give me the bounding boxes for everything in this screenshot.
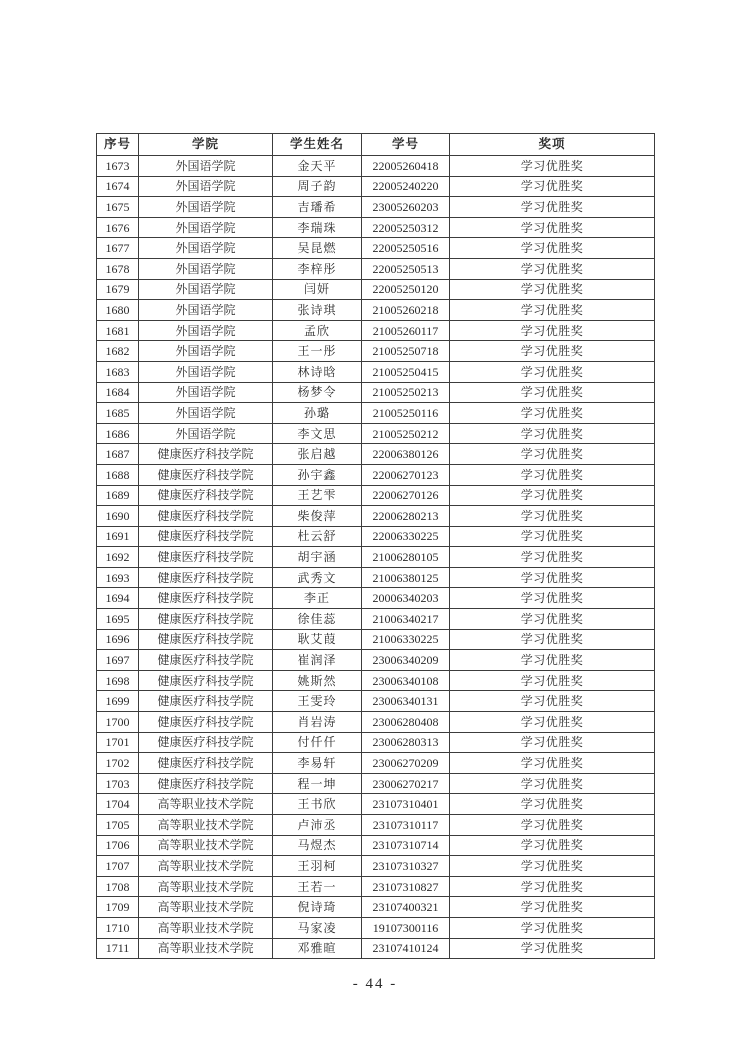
- table-cell: 高等职业技术学院: [139, 876, 273, 897]
- table-cell: 22006380126: [362, 444, 450, 465]
- table-cell: 1699: [97, 691, 139, 712]
- table-cell: 1682: [97, 341, 139, 362]
- table-cell: 李梓彤: [273, 258, 362, 279]
- table-cell: 1696: [97, 629, 139, 650]
- table-cell: 姚斯然: [273, 670, 362, 691]
- table-cell: 学习优胜奖: [450, 423, 655, 444]
- table-cell: 1675: [97, 197, 139, 218]
- table-cell: 学习优胜奖: [450, 650, 655, 671]
- table-cell: 学习优胜奖: [450, 279, 655, 300]
- table-cell: 学习优胜奖: [450, 156, 655, 177]
- table-cell: 22006280213: [362, 506, 450, 527]
- table-cell: 学习优胜奖: [450, 547, 655, 568]
- table-cell: 高等职业技术学院: [139, 917, 273, 938]
- table-cell: 学习优胜奖: [450, 382, 655, 403]
- table-cell: 健康医疗科技学院: [139, 753, 273, 774]
- table-cell: 倪诗琦: [273, 897, 362, 918]
- table-cell: 卢沛丞: [273, 815, 362, 836]
- table-cell: 学习优胜奖: [450, 876, 655, 897]
- table-cell: 学习优胜奖: [450, 897, 655, 918]
- table-row: [97, 217, 655, 238]
- table-cell: 1681: [97, 320, 139, 341]
- table-row: [97, 938, 655, 959]
- table-cell: 健康医疗科技学院: [139, 547, 273, 568]
- table-cell: 1679: [97, 279, 139, 300]
- table-row: [97, 856, 655, 877]
- table-cell: 学习优胜奖: [450, 403, 655, 424]
- table-cell: 学习优胜奖: [450, 361, 655, 382]
- table-cell: 健康医疗科技学院: [139, 629, 273, 650]
- table-cell: 学习优胜奖: [450, 773, 655, 794]
- table-cell: 李瑞珠: [273, 217, 362, 238]
- table-cell: 学习优胜奖: [450, 238, 655, 259]
- table-row: [97, 712, 655, 733]
- table-cell: 健康医疗科技学院: [139, 444, 273, 465]
- table-cell: 外国语学院: [139, 300, 273, 321]
- table-cell: 王书欣: [273, 794, 362, 815]
- table-cell: 21005260218: [362, 300, 450, 321]
- table-cell: 23107310117: [362, 815, 450, 836]
- table-row: [97, 650, 655, 671]
- table-row: [97, 176, 655, 197]
- table-cell: 学习优胜奖: [450, 588, 655, 609]
- table-cell: 崔润泽: [273, 650, 362, 671]
- table-row: [97, 773, 655, 794]
- table-cell: 学习优胜奖: [450, 856, 655, 877]
- table-cell: 1707: [97, 856, 139, 877]
- table-cell: 耿艾葭: [273, 629, 362, 650]
- table-cell: 学习优胜奖: [450, 320, 655, 341]
- table-cell: 学习优胜奖: [450, 917, 655, 938]
- table-cell: 1677: [97, 238, 139, 259]
- table-cell: 21006280105: [362, 547, 450, 568]
- table-cell: 1693: [97, 567, 139, 588]
- table-cell: 学习优胜奖: [450, 464, 655, 485]
- table-cell: 1701: [97, 732, 139, 753]
- page-number: - 44 -: [352, 976, 398, 992]
- table-cell: 1684: [97, 382, 139, 403]
- table-cell: 外国语学院: [139, 279, 273, 300]
- table-row: [97, 279, 655, 300]
- table-cell: 1691: [97, 526, 139, 547]
- table-cell: 23006340131: [362, 691, 450, 712]
- table-cell: 1705: [97, 815, 139, 836]
- table-cell: 吉璠希: [273, 197, 362, 218]
- table-cell: 外国语学院: [139, 238, 273, 259]
- table-cell: 外国语学院: [139, 361, 273, 382]
- table-cell: 肖岩涛: [273, 712, 362, 733]
- table-cell: 徐佳蕊: [273, 609, 362, 630]
- table-cell: 19107300116: [362, 917, 450, 938]
- table-cell: 22005260418: [362, 156, 450, 177]
- table-cell: 1676: [97, 217, 139, 238]
- table-cell: 21005250116: [362, 403, 450, 424]
- table-cell: 健康医疗科技学院: [139, 773, 273, 794]
- table-cell: 1689: [97, 485, 139, 506]
- table-cell: 23006270217: [362, 773, 450, 794]
- table-row: [97, 258, 655, 279]
- table-cell: 21005250212: [362, 423, 450, 444]
- table-cell: 孟欣: [273, 320, 362, 341]
- table-cell: 王羽柯: [273, 856, 362, 877]
- table-cell: 高等职业技术学院: [139, 938, 273, 959]
- table-cell: 王若一: [273, 876, 362, 897]
- table-cell: 外国语学院: [139, 320, 273, 341]
- table-cell: 21005250415: [362, 361, 450, 382]
- table-cell: 22006270123: [362, 464, 450, 485]
- table-cell: 李文思: [273, 423, 362, 444]
- table-cell: 22005250516: [362, 238, 450, 259]
- table-cell: 健康医疗科技学院: [139, 567, 273, 588]
- table-cell: 1690: [97, 506, 139, 527]
- table-cell: 外国语学院: [139, 341, 273, 362]
- table-row: [97, 197, 655, 218]
- table-row: [97, 341, 655, 362]
- table-cell: 张启越: [273, 444, 362, 465]
- table-cell: 21005250213: [362, 382, 450, 403]
- table-cell: 21006330225: [362, 629, 450, 650]
- table-cell: 学习优胜奖: [450, 794, 655, 815]
- table-cell: 健康医疗科技学院: [139, 691, 273, 712]
- table-row: [97, 670, 655, 691]
- table-cell: 1711: [97, 938, 139, 959]
- table-cell: 学习优胜奖: [450, 835, 655, 856]
- table-cell: 学习优胜奖: [450, 815, 655, 836]
- table-row: [97, 815, 655, 836]
- table-cell: 1678: [97, 258, 139, 279]
- table-cell: 付仟仟: [273, 732, 362, 753]
- table-cell: 外国语学院: [139, 403, 273, 424]
- table-cell: 外国语学院: [139, 382, 273, 403]
- table-cell: 健康医疗科技学院: [139, 650, 273, 671]
- table-cell: 学习优胜奖: [450, 197, 655, 218]
- table-row: [97, 835, 655, 856]
- table-cell: 外国语学院: [139, 217, 273, 238]
- table-row: [97, 526, 655, 547]
- table-row: [97, 238, 655, 259]
- table-cell: 1698: [97, 670, 139, 691]
- table-cell: 学习优胜奖: [450, 300, 655, 321]
- table-cell: 李正: [273, 588, 362, 609]
- table-cell: 21005260117: [362, 320, 450, 341]
- table-row: [97, 876, 655, 897]
- column-header: 学生姓名: [273, 134, 362, 156]
- table-cell: 1709: [97, 897, 139, 918]
- table-cell: 23107400321: [362, 897, 450, 918]
- table-cell: 23107310714: [362, 835, 450, 856]
- table-cell: 健康医疗科技学院: [139, 588, 273, 609]
- table-cell: 高等职业技术学院: [139, 794, 273, 815]
- table-row: [97, 156, 655, 177]
- table-cell: 1702: [97, 753, 139, 774]
- table-cell: 23006280408: [362, 712, 450, 733]
- table-cell: 学习优胜奖: [450, 506, 655, 527]
- table-cell: 学习优胜奖: [450, 176, 655, 197]
- table-cell: 金天平: [273, 156, 362, 177]
- table-cell: 1700: [97, 712, 139, 733]
- table-cell: 学习优胜奖: [450, 753, 655, 774]
- table-cell: 22005250312: [362, 217, 450, 238]
- table-cell: 1685: [97, 403, 139, 424]
- table-cell: 李易轩: [273, 753, 362, 774]
- table-cell: 1694: [97, 588, 139, 609]
- column-header: 学号: [362, 134, 450, 156]
- table-cell: 1683: [97, 361, 139, 382]
- table-cell: 程一坤: [273, 773, 362, 794]
- table-cell: 张诗琪: [273, 300, 362, 321]
- table-cell: 周子韵: [273, 176, 362, 197]
- table-row: [97, 361, 655, 382]
- table-cell: 22005240220: [362, 176, 450, 197]
- table-cell: 1695: [97, 609, 139, 630]
- table-cell: 林诗晗: [273, 361, 362, 382]
- table-cell: 学习优胜奖: [450, 341, 655, 362]
- table-cell: 23107310327: [362, 856, 450, 877]
- table-cell: 健康医疗科技学院: [139, 732, 273, 753]
- table-cell: 学习优胜奖: [450, 609, 655, 630]
- table-cell: 学习优胜奖: [450, 732, 655, 753]
- table-cell: 21006340217: [362, 609, 450, 630]
- table-cell: 23107310827: [362, 876, 450, 897]
- table-cell: 孙宇鑫: [273, 464, 362, 485]
- table-row: [97, 609, 655, 630]
- table-cell: 学习优胜奖: [450, 712, 655, 733]
- table-row: [97, 382, 655, 403]
- table-row: [97, 547, 655, 568]
- table-cell: 学习优胜奖: [450, 938, 655, 959]
- table-row: [97, 403, 655, 424]
- table-cell: 王艺雫: [273, 485, 362, 506]
- table-row: [97, 320, 655, 341]
- table-cell: 1686: [97, 423, 139, 444]
- table-cell: 22005250120: [362, 279, 450, 300]
- table-cell: 20006340203: [362, 588, 450, 609]
- table-cell: 23006340209: [362, 650, 450, 671]
- table-cell: 学习优胜奖: [450, 485, 655, 506]
- table-row: [97, 506, 655, 527]
- table-row: [97, 300, 655, 321]
- table-cell: 杨梦令: [273, 382, 362, 403]
- table-cell: 柴俊萍: [273, 506, 362, 527]
- table-cell: 杜云舒: [273, 526, 362, 547]
- table-cell: 健康医疗科技学院: [139, 506, 273, 527]
- table-cell: 健康医疗科技学院: [139, 670, 273, 691]
- table-cell: 王一彤: [273, 341, 362, 362]
- table-row: [97, 464, 655, 485]
- table-cell: 健康医疗科技学院: [139, 609, 273, 630]
- table-cell: 22005250513: [362, 258, 450, 279]
- table-cell: 孙璐: [273, 403, 362, 424]
- table-cell: 高等职业技术学院: [139, 835, 273, 856]
- table-cell: 健康医疗科技学院: [139, 464, 273, 485]
- table-cell: 学习优胜奖: [450, 691, 655, 712]
- table-row: [97, 917, 655, 938]
- table-cell: 学习优胜奖: [450, 567, 655, 588]
- table-cell: 1710: [97, 917, 139, 938]
- table-cell: 高等职业技术学院: [139, 897, 273, 918]
- table-cell: 外国语学院: [139, 197, 273, 218]
- table-cell: 23006280313: [362, 732, 450, 753]
- table-cell: 1680: [97, 300, 139, 321]
- table-cell: 吴昆燃: [273, 238, 362, 259]
- table-cell: 健康医疗科技学院: [139, 712, 273, 733]
- table-cell: 高等职业技术学院: [139, 856, 273, 877]
- table-row: [97, 732, 655, 753]
- table-cell: 1688: [97, 464, 139, 485]
- table-cell: 23107310401: [362, 794, 450, 815]
- table-cell: 外国语学院: [139, 258, 273, 279]
- table-cell: 健康医疗科技学院: [139, 485, 273, 506]
- table-row: [97, 444, 655, 465]
- table-cell: 1697: [97, 650, 139, 671]
- table-body: [97, 156, 655, 959]
- table-cell: 23005260203: [362, 197, 450, 218]
- table-cell: 马家凌: [273, 917, 362, 938]
- table-cell: 学习优胜奖: [450, 444, 655, 465]
- table-cell: 22006330225: [362, 526, 450, 547]
- table-cell: 1674: [97, 176, 139, 197]
- table-row: [97, 629, 655, 650]
- table-cell: 学习优胜奖: [450, 629, 655, 650]
- table-cell: 1703: [97, 773, 139, 794]
- table-row: [97, 423, 655, 444]
- table-row: [97, 794, 655, 815]
- table-cell: 1692: [97, 547, 139, 568]
- table-cell: 1673: [97, 156, 139, 177]
- column-header: 学院: [139, 134, 273, 156]
- table-cell: 外国语学院: [139, 156, 273, 177]
- table-cell: 学习优胜奖: [450, 258, 655, 279]
- table-cell: 闫妍: [273, 279, 362, 300]
- table-cell: 王雯玲: [273, 691, 362, 712]
- table-cell: 马煜杰: [273, 835, 362, 856]
- table-row: [97, 567, 655, 588]
- table-row: [97, 753, 655, 774]
- table-cell: 学习优胜奖: [450, 670, 655, 691]
- table-cell: 学习优胜奖: [450, 217, 655, 238]
- table-row: [97, 485, 655, 506]
- table-cell: 1704: [97, 794, 139, 815]
- table-cell: 高等职业技术学院: [139, 815, 273, 836]
- table-cell: 21006380125: [362, 567, 450, 588]
- table-cell: 外国语学院: [139, 423, 273, 444]
- table-row: [97, 691, 655, 712]
- table-header-row: [97, 134, 655, 156]
- table-row: [97, 588, 655, 609]
- table-cell: 23006270209: [362, 753, 450, 774]
- table-cell: 1708: [97, 876, 139, 897]
- table-cell: 健康医疗科技学院: [139, 526, 273, 547]
- table-cell: 1706: [97, 835, 139, 856]
- table-cell: 武秀文: [273, 567, 362, 588]
- table-cell: 胡宇涵: [273, 547, 362, 568]
- table-cell: 学习优胜奖: [450, 526, 655, 547]
- table-cell: 邓雅暄: [273, 938, 362, 959]
- column-header: 序号: [97, 134, 139, 156]
- table-cell: 21005250718: [362, 341, 450, 362]
- student-award-table: [96, 133, 655, 959]
- table-cell: 22006270126: [362, 485, 450, 506]
- table-cell: 23107410124: [362, 938, 450, 959]
- table-cell: 1687: [97, 444, 139, 465]
- column-header: 奖项: [450, 134, 655, 156]
- table-cell: 外国语学院: [139, 176, 273, 197]
- table-cell: 23006340108: [362, 670, 450, 691]
- table-row: [97, 897, 655, 918]
